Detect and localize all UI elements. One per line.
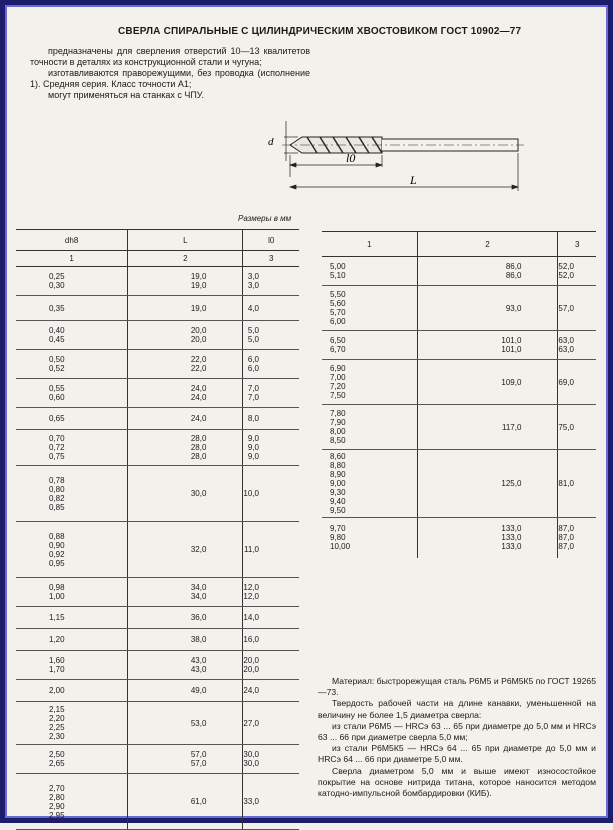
cell-value: 4,0 bbox=[247, 303, 259, 313]
cell-value: 6,90 bbox=[330, 364, 346, 373]
flute-length-cell bbox=[243, 379, 299, 408]
header-L: L bbox=[128, 230, 243, 251]
length-cell bbox=[128, 408, 243, 430]
cell-value: 1,15 bbox=[49, 613, 65, 622]
cell-value: 87,0 bbox=[558, 533, 574, 543]
cell-value: 9,0 bbox=[247, 452, 259, 461]
length-cell bbox=[128, 430, 243, 466]
cell-value: 6,0 bbox=[247, 355, 259, 364]
colnum-3: 3 bbox=[243, 251, 299, 267]
cell-value: 1,70 bbox=[49, 665, 65, 674]
diameter-cell bbox=[16, 680, 128, 702]
diameter-cell bbox=[16, 321, 128, 350]
cell-value: 30,0 bbox=[243, 759, 259, 768]
colnum-1: 1 bbox=[322, 232, 417, 257]
cell-value: 117,0 bbox=[501, 422, 522, 432]
cell-value: 6,50 bbox=[330, 336, 346, 345]
length-cell bbox=[128, 379, 243, 408]
flute-length-cell bbox=[243, 774, 299, 830]
table-colnum-row bbox=[322, 232, 596, 257]
length-cell bbox=[128, 745, 243, 774]
cell-value: 1,60 bbox=[49, 656, 65, 665]
cell-value: 0,35 bbox=[49, 303, 65, 313]
length-cell bbox=[128, 296, 243, 321]
header-l0: l0 bbox=[243, 230, 299, 251]
header-d: dh8 bbox=[16, 230, 128, 251]
length-cell bbox=[128, 267, 243, 296]
cell-value: 5,70 bbox=[330, 308, 346, 317]
table-row bbox=[16, 702, 299, 745]
table-row bbox=[16, 745, 299, 774]
diameter-cell bbox=[322, 257, 417, 286]
cell-value: 30,0 bbox=[190, 489, 207, 498]
cell-value: 5,0 bbox=[247, 335, 259, 344]
cell-value: 8,0 bbox=[247, 414, 259, 423]
cell-value: 28,0 bbox=[190, 443, 207, 452]
flute-length-cell bbox=[243, 321, 299, 350]
diameter-cell bbox=[322, 405, 417, 450]
dimension-L bbox=[290, 153, 518, 191]
flute-length-cell bbox=[243, 607, 299, 629]
cell-value: 36,0 bbox=[190, 613, 207, 622]
cell-value: 2,50 bbox=[49, 750, 65, 759]
cell-value: 0,65 bbox=[49, 414, 65, 423]
table-row bbox=[16, 774, 299, 830]
length-cell bbox=[128, 680, 243, 702]
cell-value: 2,25 bbox=[49, 723, 65, 732]
flute-length-cell bbox=[243, 350, 299, 379]
table-row bbox=[322, 450, 596, 518]
cell-value: 133,0 bbox=[501, 542, 522, 552]
cell-value: 53,0 bbox=[190, 718, 207, 728]
cell-value: 57,0 bbox=[190, 750, 207, 759]
cell-value: 28,0 bbox=[190, 452, 207, 461]
table-row bbox=[16, 430, 299, 466]
cell-value: 0,70 bbox=[49, 434, 65, 443]
flute-length-cell bbox=[243, 408, 299, 430]
table-row bbox=[16, 680, 299, 702]
cell-value: 6,00 bbox=[330, 317, 346, 326]
notes-block bbox=[318, 676, 596, 799]
flute-length-cell bbox=[243, 680, 299, 702]
cell-value: 6,0 bbox=[247, 364, 259, 373]
cell-value: 7,90 bbox=[330, 418, 346, 427]
cell-value: 87,0 bbox=[558, 524, 574, 534]
flute-length-cell bbox=[243, 267, 299, 296]
cell-value: 57,0 bbox=[190, 759, 207, 768]
cell-value: 0,52 bbox=[49, 364, 65, 373]
diameter-cell bbox=[322, 331, 417, 360]
cell-value: 9,0 bbox=[247, 434, 259, 443]
cell-value: 3,0 bbox=[247, 272, 259, 281]
cell-value: 7,50 bbox=[330, 391, 346, 400]
colnum-2: 2 bbox=[128, 251, 243, 267]
drill-drawing bbox=[262, 115, 530, 195]
cell-value: 2,90 bbox=[49, 801, 65, 811]
flute-length-cell bbox=[243, 629, 299, 651]
table-row bbox=[16, 466, 299, 522]
cell-value: 11,0 bbox=[244, 545, 259, 554]
cell-value: 7,0 bbox=[247, 393, 259, 402]
flute-length-cell bbox=[243, 745, 299, 774]
cell-value: 0,95 bbox=[49, 558, 65, 568]
table-row bbox=[322, 360, 596, 405]
cell-value: 43,0 bbox=[190, 665, 207, 674]
cell-value: 0,92 bbox=[49, 549, 65, 559]
cell-value: 20,0 bbox=[190, 335, 207, 344]
cell-value: 24,0 bbox=[243, 686, 259, 695]
note-paragraph: из стали Р6М5 — HRCэ 63 ... 65 при диаметре до 5,0 мм и HRCэ 63 ... 66 при диаметре сверла 5,0 мм; bbox=[318, 720, 596, 743]
cell-value: 5,0 bbox=[247, 326, 259, 335]
length-cell bbox=[128, 522, 243, 578]
diameter-cell bbox=[16, 651, 128, 680]
cell-value: 109,0 bbox=[501, 377, 522, 387]
table-row bbox=[16, 267, 299, 296]
table-header-row bbox=[16, 230, 299, 251]
left-table bbox=[16, 229, 299, 830]
cell-value: 1,20 bbox=[49, 635, 65, 644]
drill-body bbox=[282, 137, 524, 153]
cell-value: 2,95 bbox=[49, 810, 65, 820]
cell-value: 2,30 bbox=[49, 732, 65, 741]
table-row bbox=[322, 518, 596, 558]
table-row bbox=[16, 607, 299, 629]
cell-value: 2,70 bbox=[49, 783, 65, 793]
cell-value: 24,0 bbox=[190, 384, 207, 393]
cell-value: 0,98 bbox=[49, 583, 65, 592]
colnum-1: 1 bbox=[16, 251, 128, 267]
cell-value: 12,0 bbox=[243, 583, 259, 592]
flute-length-cell bbox=[558, 286, 596, 331]
cell-value: 0,82 bbox=[49, 493, 65, 503]
intro-paragraph: предназначены для сверления отверстий 10—13 квалитетов точности в деталях из конструкционной стали и чугуна; bbox=[30, 46, 310, 67]
cell-value: 9,50 bbox=[330, 506, 346, 515]
label-l0: l0 bbox=[346, 151, 356, 165]
length-cell bbox=[417, 286, 558, 331]
cell-value: 87,0 bbox=[558, 542, 574, 552]
table-row bbox=[16, 522, 299, 578]
length-cell bbox=[128, 321, 243, 350]
cell-value: 101,0 bbox=[501, 336, 522, 345]
cell-value: 43,0 bbox=[190, 656, 207, 665]
cell-value: 2,80 bbox=[49, 792, 65, 802]
flute-length-cell bbox=[558, 331, 596, 360]
cell-value: 81,0 bbox=[558, 479, 574, 488]
length-cell bbox=[128, 651, 243, 680]
cell-value: 2,65 bbox=[49, 759, 65, 768]
cell-value: 0,25 bbox=[49, 272, 65, 281]
cell-value: 10,0 bbox=[243, 489, 259, 498]
diameter-cell bbox=[16, 522, 128, 578]
cell-value: 2,00 bbox=[49, 686, 65, 695]
table-row bbox=[16, 578, 299, 607]
table-row bbox=[322, 331, 596, 360]
cell-value: 3,0 bbox=[247, 281, 259, 290]
diameter-cell bbox=[322, 286, 417, 331]
cell-value: 5,00 bbox=[330, 262, 346, 271]
cell-value: 2,20 bbox=[49, 714, 65, 723]
table-row bbox=[322, 405, 596, 450]
cell-value: 9,0 bbox=[247, 443, 259, 452]
cell-value: 14,0 bbox=[243, 613, 259, 622]
cell-value: 8,00 bbox=[330, 427, 346, 436]
cell-value: 5,10 bbox=[330, 271, 346, 280]
cell-value: 75,0 bbox=[558, 422, 574, 432]
length-cell bbox=[128, 774, 243, 830]
cell-value: 101,0 bbox=[501, 345, 522, 354]
cell-value: 7,00 bbox=[330, 373, 346, 382]
table-row bbox=[16, 321, 299, 350]
length-cell bbox=[128, 629, 243, 651]
cell-value: 0,90 bbox=[49, 540, 65, 550]
cell-value: 9,00 bbox=[330, 479, 346, 488]
cell-value: 5,60 bbox=[330, 299, 346, 308]
table-row bbox=[322, 257, 596, 286]
cell-value: 93,0 bbox=[505, 303, 522, 313]
page-title: СВЕРЛА СПИРАЛЬНЫЕ С ЦИЛИНДРИЧЕСКИМ ХВОСТОВИКОМ ГОСТ 10902—77 bbox=[118, 26, 522, 37]
length-cell bbox=[417, 331, 558, 360]
cell-value: 0,75 bbox=[49, 452, 65, 461]
diameter-cell bbox=[16, 267, 128, 296]
cell-value: 24,0 bbox=[190, 393, 207, 402]
cell-value: 9,30 bbox=[330, 488, 346, 497]
cell-value: 5,50 bbox=[330, 290, 346, 299]
intro-paragraph: изготавливаются праворежущими, без проводка (исполнение 1). Средняя серия. Класс точности А1; bbox=[30, 68, 310, 89]
cell-value: 22,0 bbox=[190, 364, 207, 373]
diameter-cell bbox=[16, 466, 128, 522]
cell-value: 16,0 bbox=[243, 635, 259, 644]
diameter-cell bbox=[16, 702, 128, 745]
table-row bbox=[322, 286, 596, 331]
diameter-cell bbox=[322, 450, 417, 518]
length-cell bbox=[417, 360, 558, 405]
cell-value: 0,45 bbox=[49, 335, 65, 344]
cell-value: 22,0 bbox=[190, 355, 207, 364]
intro-paragraph: могут применяться на станках с ЧПУ. bbox=[48, 90, 204, 100]
table-row bbox=[16, 408, 299, 430]
flute-length-cell bbox=[243, 466, 299, 522]
cell-value: 20,0 bbox=[243, 665, 259, 674]
cell-value: 6,70 bbox=[330, 345, 346, 354]
flute-length-cell bbox=[558, 405, 596, 450]
flute-length-cell bbox=[558, 518, 596, 558]
flute-length-cell bbox=[558, 360, 596, 405]
diameter-cell bbox=[16, 745, 128, 774]
table-row bbox=[16, 379, 299, 408]
cell-value: 0,55 bbox=[49, 384, 65, 393]
diameter-cell bbox=[16, 296, 128, 321]
cell-value: 28,0 bbox=[190, 434, 207, 443]
cell-value: 34,0 bbox=[190, 592, 207, 601]
intro-text bbox=[30, 46, 310, 101]
cell-value: 0,60 bbox=[49, 393, 65, 402]
cell-value: 8,90 bbox=[330, 470, 346, 479]
flute-length-cell bbox=[558, 450, 596, 518]
diameter-cell bbox=[322, 360, 417, 405]
flute-length-cell bbox=[243, 296, 299, 321]
cell-value: 86,0 bbox=[505, 262, 522, 271]
diameter-cell bbox=[16, 774, 128, 830]
colnum-3: 3 bbox=[558, 232, 596, 257]
diameter-cell bbox=[16, 629, 128, 651]
cell-value: 10,00 bbox=[330, 542, 351, 552]
diameter-cell bbox=[16, 430, 128, 466]
dimension-l0 bbox=[290, 155, 382, 177]
diameter-cell bbox=[16, 578, 128, 607]
cell-value: 1,00 bbox=[49, 592, 65, 601]
length-cell bbox=[128, 350, 243, 379]
cell-value: 63,0 bbox=[558, 336, 574, 345]
note-paragraph: Твердость рабочей части на длине канавки, уменьшенной на величину не более 1,5 диаметра сверла: bbox=[318, 698, 596, 720]
cell-value: 133,0 bbox=[501, 533, 522, 543]
diameter-cell bbox=[16, 408, 128, 430]
cell-value: 125,0 bbox=[501, 479, 522, 488]
cell-value: 38,0 bbox=[190, 635, 207, 644]
flute-length-cell bbox=[243, 651, 299, 680]
table-row bbox=[16, 296, 299, 321]
sizes-note: Размеры в мм bbox=[238, 214, 292, 223]
length-cell bbox=[128, 607, 243, 629]
diameter-cell bbox=[322, 518, 417, 558]
cell-value: 57,0 bbox=[558, 303, 574, 313]
cell-value: 7,20 bbox=[330, 382, 346, 391]
cell-value: 86,0 bbox=[505, 271, 522, 280]
cell-value: 69,0 bbox=[558, 377, 574, 387]
table-row bbox=[16, 651, 299, 680]
flute-length-cell bbox=[558, 257, 596, 286]
cell-value: 24,0 bbox=[190, 414, 207, 423]
cell-value: 34,0 bbox=[190, 583, 207, 592]
cell-value: 0,72 bbox=[49, 443, 65, 452]
cell-value: 8,50 bbox=[330, 436, 346, 445]
cell-value: 0,50 bbox=[49, 355, 65, 364]
cell-value: 2,15 bbox=[49, 705, 65, 714]
length-cell bbox=[417, 257, 558, 286]
cell-value: 20,0 bbox=[243, 656, 259, 665]
diameter-cell bbox=[16, 350, 128, 379]
table-colnum-row bbox=[16, 251, 299, 267]
note-paragraph: из стали Р6М5К5 — HRCэ 64 ... 65 при диаметре до 5,0 мм и HRCэ 64 ... 66 при диаметре 5,0 мм. bbox=[318, 743, 596, 765]
cell-value: 19,0 bbox=[190, 281, 207, 290]
cell-value: 63,0 bbox=[558, 345, 574, 354]
label-L: L bbox=[410, 173, 417, 187]
cell-value: 27,0 bbox=[243, 718, 259, 728]
table-row bbox=[16, 350, 299, 379]
flute-length-cell bbox=[243, 702, 299, 745]
cell-value: 9,80 bbox=[330, 533, 346, 543]
cell-value: 20,0 bbox=[190, 326, 207, 335]
length-cell bbox=[417, 450, 558, 518]
diameter-cell bbox=[16, 379, 128, 408]
cell-value: 12,0 bbox=[243, 592, 259, 601]
cell-value: 30,0 bbox=[243, 750, 259, 759]
cell-value: 32,0 bbox=[190, 545, 207, 554]
cell-value: 0,40 bbox=[49, 326, 65, 335]
cell-value: 49,0 bbox=[190, 686, 207, 695]
cell-value: 19,0 bbox=[190, 272, 207, 281]
label-d: d bbox=[268, 136, 274, 148]
table-row bbox=[16, 629, 299, 651]
length-cell bbox=[417, 405, 558, 450]
length-cell bbox=[128, 702, 243, 745]
cell-value: 0,88 bbox=[49, 531, 65, 541]
cell-value: 8,80 bbox=[330, 461, 346, 470]
cell-value: 7,0 bbox=[247, 384, 259, 393]
right-table bbox=[322, 231, 596, 558]
cell-value: 0,30 bbox=[49, 281, 65, 290]
flute-length-cell bbox=[243, 430, 299, 466]
length-cell bbox=[128, 578, 243, 607]
length-cell bbox=[417, 518, 558, 558]
colnum-2: 2 bbox=[417, 232, 558, 257]
cell-value: 133,0 bbox=[501, 524, 522, 534]
cell-value: 9,70 bbox=[330, 524, 346, 534]
cell-value: 19,0 bbox=[190, 303, 207, 313]
cell-value: 0,85 bbox=[49, 502, 65, 512]
cell-value: 61,0 bbox=[190, 797, 207, 806]
cell-value: 33,0 bbox=[243, 797, 259, 806]
length-cell bbox=[128, 466, 243, 522]
cell-value: 7,80 bbox=[330, 409, 346, 418]
diameter-cell bbox=[16, 607, 128, 629]
cell-value: 0,78 bbox=[49, 475, 65, 485]
cell-value: 0,80 bbox=[49, 484, 65, 494]
note-paragraph: Материал: быстрорежущая сталь Р6М5 и Р6М5К5 по ГОСТ 19265—73. bbox=[318, 676, 596, 698]
flute-length-cell bbox=[243, 522, 299, 578]
flute-length-cell bbox=[243, 578, 299, 607]
cell-value: 52,0 bbox=[558, 262, 574, 271]
cell-value: 8,60 bbox=[330, 452, 346, 461]
cell-value: 52,0 bbox=[558, 271, 574, 280]
note-paragraph: Сверла диаметром 5,0 мм и выше имеют износостойкое покрытие на основе нитрида титана, которое наносится методом катодно-импульсной бомбардировки (КИБ). bbox=[318, 765, 596, 799]
cell-value: 9,40 bbox=[330, 497, 346, 506]
